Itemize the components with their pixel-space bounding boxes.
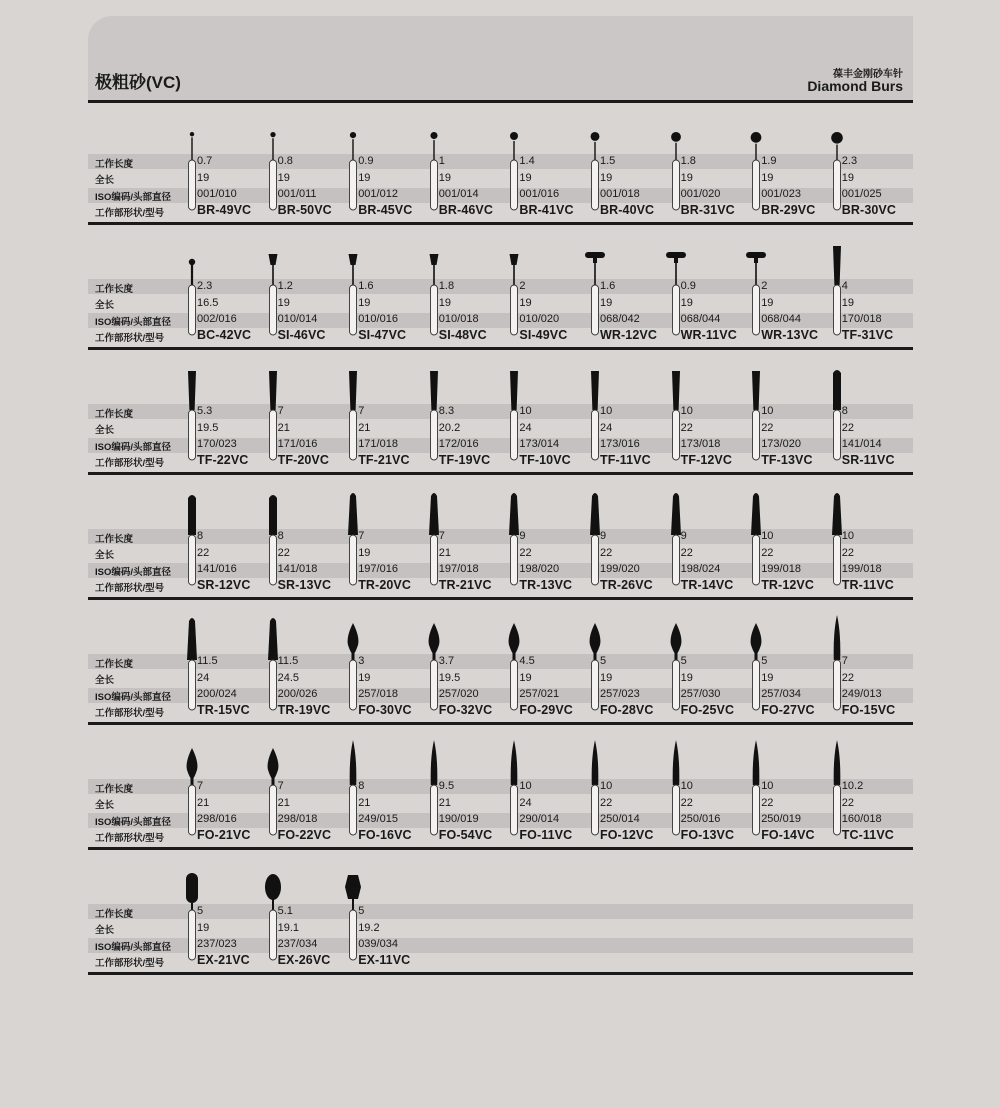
work-length-value: 1.8 [438, 280, 455, 292]
row-label: ISO编码/头部直径 [95, 817, 172, 828]
work-length-value: 7 [358, 405, 365, 417]
iso-value: 160/018 [841, 813, 882, 825]
iso-value: 170/023 [197, 438, 237, 450]
work-length-value: 8 [841, 405, 848, 417]
total-length-value: 22 [600, 796, 613, 809]
model-number: TF-10VC [519, 453, 571, 467]
model-number: FO-15VC [841, 703, 896, 717]
total-length-value: 22 [761, 796, 774, 809]
work-length-value: 8 [277, 530, 284, 542]
iso-value: 001/023 [761, 188, 801, 200]
total-length-value: 20.2 [438, 421, 461, 434]
work-length-value: 10 [680, 405, 693, 417]
iso-value: 173/018 [680, 438, 721, 450]
model-number: TR-15VC [197, 703, 250, 717]
iso-value: 173/020 [761, 438, 801, 450]
iso-value: 298/018 [277, 813, 318, 825]
model-number: SR-11VC [841, 453, 895, 467]
model-number: TF-11VC [600, 453, 651, 467]
work-length-value: 7 [197, 780, 204, 792]
work-length-value: 8 [358, 780, 365, 792]
row-label: 工作部形状/型号 [95, 708, 165, 719]
model-number: BR-41VC [519, 203, 574, 217]
total-length-value: 24 [197, 671, 210, 684]
model-number: TC-11VC [841, 828, 894, 842]
model-number: WR-12VC [600, 328, 657, 342]
total-length-value: 22 [600, 546, 613, 559]
total-length-value: 22 [277, 546, 290, 559]
total-length-value: 21 [277, 796, 290, 809]
iso-value: 001/014 [438, 188, 479, 200]
work-length-value: 2 [761, 280, 768, 292]
iso-value: 068/042 [600, 313, 640, 325]
iso-value: 068/044 [761, 313, 801, 325]
iso-value: 298/016 [197, 813, 237, 825]
row-label: ISO编码/头部直径 [95, 442, 172, 453]
row-label: 工作部形状/型号 [95, 583, 165, 594]
total-length-value: 19 [519, 171, 532, 184]
iso-value: 173/016 [600, 438, 640, 450]
iso-value: 010/016 [358, 313, 398, 325]
model-number: FO-30VC [358, 703, 412, 717]
row-label: 工作长度 [95, 909, 134, 920]
iso-value: 171/018 [358, 438, 398, 450]
model-number: EX-26VC [277, 953, 331, 967]
work-length-value: 1.8 [680, 155, 696, 167]
total-length-value: 22 [680, 421, 693, 434]
work-length-value: 3.7 [438, 655, 455, 667]
row-label: ISO编码/头部直径 [95, 192, 172, 203]
iso-value: 010/014 [277, 313, 318, 325]
iso-value: 002/016 [197, 313, 237, 325]
iso-value: 001/016 [519, 188, 560, 200]
work-length-value: 7 [277, 780, 284, 792]
model-number: EX-21VC [197, 953, 250, 967]
total-length-value: 19 [277, 171, 290, 184]
work-length-value: 0.8 [277, 155, 293, 167]
row-label: ISO编码/头部直径 [95, 317, 172, 328]
iso-value: 001/018 [600, 188, 640, 200]
total-length-value: 22 [841, 671, 855, 684]
iso-value: 141/018 [277, 563, 318, 575]
total-length-value: 21 [358, 796, 371, 809]
model-number: BR-29VC [761, 203, 816, 217]
work-length-value: 1.5 [600, 155, 616, 167]
work-length-value: 1.9 [761, 155, 777, 167]
model-number: FO-54VC [438, 828, 493, 842]
total-length-value: 19 [358, 171, 371, 184]
total-length-value: 22 [841, 421, 855, 434]
iso-value: 172/016 [438, 438, 479, 450]
iso-value: 001/011 [277, 188, 317, 200]
iso-value: 257/021 [519, 688, 560, 700]
model-number: FO-11VC [519, 828, 573, 842]
work-length-value: 9 [680, 530, 687, 542]
header-divider [88, 100, 913, 103]
model-number: EX-11VC [358, 953, 411, 967]
model-number: SI-46VC [277, 328, 326, 342]
total-length-value: 19 [680, 296, 693, 309]
iso-value: 200/024 [197, 688, 237, 700]
section-1 [88, 127, 913, 257]
total-length-value: 22 [197, 546, 210, 559]
section-5 [88, 627, 913, 757]
model-number: FO-12VC [600, 828, 654, 842]
iso-value: 250/016 [680, 813, 721, 825]
iso-value: 010/018 [438, 313, 479, 325]
total-length-value: 22 [680, 796, 693, 809]
model-number: BC-42VC [197, 328, 252, 342]
total-length-value: 22 [841, 546, 855, 559]
total-length-value: 21 [358, 421, 371, 434]
model-number: TR-13VC [519, 578, 573, 592]
bur-column [186, 877, 266, 1077]
iso-value: 190/019 [438, 813, 479, 825]
iso-value: 198/024 [680, 563, 721, 575]
total-length-value: 19 [680, 671, 693, 684]
bur-column [267, 877, 347, 1077]
model-number: FO-25VC [680, 703, 735, 717]
model-number: FO-16VC [358, 828, 412, 842]
model-number: SR-12VC [197, 578, 251, 592]
model-number: SI-48VC [438, 328, 487, 342]
model-number: TR-20VC [358, 578, 411, 592]
model-number: TF-31VC [841, 328, 894, 342]
row-label: 工作部形状/型号 [95, 333, 165, 344]
iso-value: 170/018 [841, 313, 882, 325]
total-length-value: 19 [761, 296, 774, 309]
model-number: TR-21VC [438, 578, 492, 592]
iso-value: 199/018 [841, 563, 882, 575]
total-length-value: 19 [197, 921, 210, 934]
model-number: TR-11VC [841, 578, 894, 592]
work-length-value: 1.2 [277, 280, 293, 292]
iso-value: 237/034 [277, 938, 318, 950]
iso-value: 068/044 [680, 313, 721, 325]
iso-value: 197/018 [438, 563, 479, 575]
row-label: 全长 [95, 550, 115, 561]
work-length-value: 10 [519, 405, 532, 417]
model-number: BR-45VC [358, 203, 413, 217]
row-label: 工作部形状/型号 [95, 958, 165, 969]
model-number: FO-28VC [600, 703, 654, 717]
iso-value: 237/023 [197, 938, 237, 950]
work-length-value: 0.9 [680, 280, 696, 292]
total-length-value: 19 [438, 171, 452, 184]
model-number: TR-14VC [680, 578, 734, 592]
iso-value: 198/020 [519, 563, 560, 575]
iso-value: 001/010 [197, 188, 237, 200]
total-length-value: 19 [841, 296, 855, 309]
work-length-value: 0.9 [358, 155, 374, 167]
total-length-value: 19 [600, 671, 613, 684]
iso-value: 173/014 [519, 438, 560, 450]
total-length-value: 16.5 [197, 296, 219, 309]
work-length-value: 10 [600, 405, 613, 417]
work-length-value: 7 [438, 530, 445, 542]
model-number: TF-21VC [358, 453, 410, 467]
work-length-value: 10 [600, 780, 613, 792]
work-length-value: 10 [680, 780, 693, 792]
row-label: 全长 [95, 925, 115, 936]
work-length-value: 10 [761, 780, 774, 792]
row-label: 全长 [95, 675, 115, 686]
model-number: TR-12VC [761, 578, 814, 592]
total-length-value: 19 [680, 171, 693, 184]
work-length-value: 10 [761, 405, 774, 417]
row-label: 工作部形状/型号 [95, 458, 165, 469]
total-length-value: 24 [519, 421, 532, 434]
page-title: 极粗砂(VC) [95, 73, 181, 92]
work-length-value: 1.6 [600, 280, 616, 292]
work-length-value: 9 [600, 530, 607, 542]
work-length-value: 1.6 [358, 280, 374, 292]
iso-value: 010/020 [519, 313, 560, 325]
iso-value: 141/014 [841, 438, 882, 450]
total-length-value: 22 [761, 546, 774, 559]
work-length-value: 5 [680, 655, 687, 667]
model-number: BR-50VC [277, 203, 332, 217]
model-number: FO-32VC [438, 703, 493, 717]
work-length-value: 5.3 [197, 405, 213, 417]
total-length-value: 22 [761, 421, 774, 434]
model-number: TF-12VC [680, 453, 732, 467]
work-length-value: 10 [841, 530, 855, 542]
total-length-value: 19 [358, 546, 371, 559]
model-number: FO-13VC [680, 828, 735, 842]
total-length-value: 19 [438, 296, 452, 309]
total-length-value: 19 [841, 171, 855, 184]
total-length-value: 19 [600, 296, 613, 309]
model-number: WR-11VC [680, 328, 737, 342]
model-number: FO-29VC [519, 703, 573, 717]
total-length-value: 22 [841, 796, 855, 809]
row-label: 工作长度 [95, 284, 134, 295]
work-length-value: 7 [358, 530, 365, 542]
iso-value: 039/034 [358, 938, 398, 950]
work-length-value: 9 [519, 530, 526, 542]
iso-value: 290/014 [519, 813, 560, 825]
work-length-value: 0.7 [197, 155, 213, 167]
total-length-value: 19 [197, 171, 210, 184]
model-number: BR-46VC [438, 203, 493, 217]
model-number: BR-40VC [600, 203, 655, 217]
row-label: 工作长度 [95, 534, 134, 545]
brand-en: Diamond Burs [807, 78, 903, 94]
work-length-value: 3 [358, 655, 365, 667]
work-length-value: 2.3 [841, 155, 858, 167]
total-length-value: 22 [519, 546, 532, 559]
iso-value: 199/020 [600, 563, 640, 575]
row-label: 工作长度 [95, 784, 134, 795]
iso-value: 001/020 [680, 188, 721, 200]
work-length-value: 2.3 [197, 280, 213, 292]
work-length-value: 8.3 [438, 405, 455, 417]
model-number: TF-22VC [197, 453, 249, 467]
total-length-value: 21 [197, 796, 210, 809]
row-label: 工作长度 [95, 159, 134, 170]
work-length-value: 5 [761, 655, 768, 667]
model-number: BR-49VC [197, 203, 252, 217]
row-label: ISO编码/头部直径 [95, 942, 172, 953]
model-number: FO-27VC [761, 703, 815, 717]
total-length-value: 22 [680, 546, 693, 559]
bur-column [347, 877, 427, 1077]
model-number: BR-30VC [841, 203, 896, 217]
work-length-value: 1 [438, 155, 445, 167]
total-length-value: 19 [519, 296, 532, 309]
iso-value: 171/016 [277, 438, 318, 450]
iso-value: 250/014 [600, 813, 640, 825]
iso-value: 197/016 [358, 563, 398, 575]
work-length-value: 10.2 [841, 780, 864, 792]
total-length-value: 19.5 [197, 421, 219, 434]
total-length-value: 19 [519, 671, 532, 684]
work-length-value: 5.1 [277, 905, 293, 917]
total-length-value: 21 [438, 796, 452, 809]
row-label: 全长 [95, 175, 115, 186]
model-number: FO-14VC [761, 828, 815, 842]
iso-value: 200/026 [277, 688, 318, 700]
row-label: 工作部形状/型号 [95, 833, 165, 844]
total-length-value: 19 [358, 671, 371, 684]
section-4 [88, 502, 913, 632]
total-length-value: 19 [277, 296, 290, 309]
model-number: TF-19VC [438, 453, 491, 467]
work-length-value: 2 [519, 280, 526, 292]
model-number: FO-21VC [197, 828, 251, 842]
iso-value: 250/019 [761, 813, 801, 825]
row-label: 工作长度 [95, 409, 134, 420]
work-length-value: 10 [761, 530, 774, 542]
model-number: WR-13VC [761, 328, 819, 342]
work-length-value: 1.4 [519, 155, 535, 167]
iso-value: 257/023 [600, 688, 640, 700]
brand-cn: 葆丰金刚砂车针 [833, 69, 903, 80]
row-label: ISO编码/头部直径 [95, 567, 172, 578]
work-length-value: 7 [841, 655, 848, 667]
iso-value: 249/015 [358, 813, 398, 825]
iso-value: 257/030 [680, 688, 721, 700]
work-length-value: 7 [277, 405, 284, 417]
model-number: TR-26VC [600, 578, 653, 592]
iso-value: 249/013 [841, 688, 882, 700]
section-6 [88, 752, 913, 882]
row-label: 全长 [95, 425, 115, 436]
work-length-value: 4.5 [519, 655, 535, 667]
work-length-value: 11.5 [197, 655, 218, 667]
work-length-value: 5 [197, 905, 204, 917]
work-length-value: 11.5 [277, 655, 299, 667]
work-length-value: 9.5 [438, 780, 455, 792]
iso-value: 257/034 [761, 688, 801, 700]
row-label: 工作部形状/型号 [95, 208, 165, 219]
total-length-value: 21 [277, 421, 290, 434]
row-label: ISO编码/头部直径 [95, 692, 172, 703]
model-number: BR-31VC [680, 203, 735, 217]
total-length-value: 21 [438, 546, 452, 559]
work-length-value: 4 [841, 280, 848, 292]
model-number: FO-22VC [277, 828, 332, 842]
section-7 [88, 877, 913, 1007]
section-3 [88, 377, 913, 507]
model-number: SI-47VC [358, 328, 407, 342]
total-length-value: 19.2 [358, 921, 380, 934]
iso-value: 199/018 [761, 563, 801, 575]
iso-value: 001/025 [841, 188, 882, 200]
model-number: SR-13VC [277, 578, 332, 592]
total-length-value: 24 [519, 796, 532, 809]
model-number: TR-19VC [277, 703, 331, 717]
row-label: 全长 [95, 300, 115, 311]
work-length-value: 5 [600, 655, 607, 667]
total-length-value: 24 [600, 421, 613, 434]
iso-value: 141/016 [197, 563, 237, 575]
model-number: SI-49VC [519, 328, 568, 342]
work-length-value: 8 [197, 530, 204, 542]
model-number: TF-13VC [761, 453, 813, 467]
total-length-value: 19 [761, 671, 774, 684]
total-length-value: 19 [761, 171, 774, 184]
section-2 [88, 252, 913, 382]
total-length-value: 19 [600, 171, 613, 184]
iso-value: 001/012 [358, 188, 398, 200]
work-length-value: 10 [519, 780, 532, 792]
model-number: TF-20VC [277, 453, 329, 467]
row-label: 工作长度 [95, 659, 134, 670]
header-panel [88, 16, 913, 101]
work-length-value: 5 [358, 905, 365, 917]
total-length-value: 19.1 [277, 921, 300, 934]
iso-value: 257/020 [438, 688, 479, 700]
total-length-value: 19.5 [438, 671, 461, 684]
total-length-value: 24.5 [277, 671, 300, 684]
row-label: 全长 [95, 800, 115, 811]
iso-value: 257/018 [358, 688, 398, 700]
total-length-value: 19 [358, 296, 371, 309]
